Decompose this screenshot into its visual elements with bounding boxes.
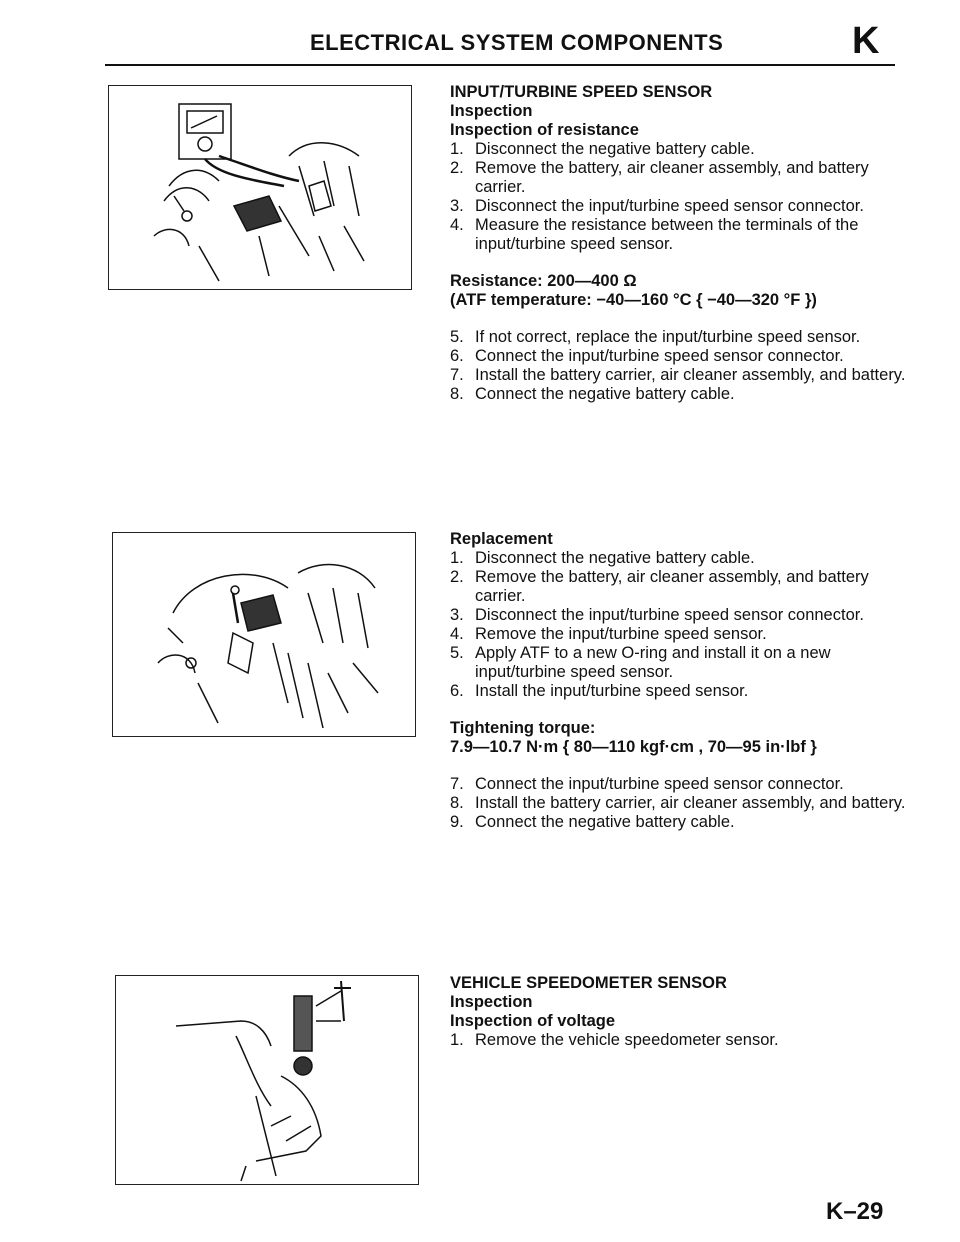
- torque-spec-value: 7.9—10.7 N·m { 80—110 kgf·cm , 70—95 in·lbf }: [450, 738, 817, 756]
- subsection-title: Inspection: [450, 102, 533, 120]
- steps-list: [450, 549, 920, 701]
- atf-temperature-spec: (ATF temperature: −40—160 °C { −40—320 °F }): [450, 291, 817, 309]
- subsection-title: Inspection: [450, 993, 533, 1011]
- list-item: 2. Remove the battery, air cleaner assembly, and battery carrier.: [450, 159, 869, 196]
- figure-sensor-removal: [112, 532, 416, 737]
- list-item: 9. Connect the negative battery cable.: [450, 813, 735, 831]
- list-item: 1. Disconnect the negative battery cable.: [450, 549, 755, 567]
- subsubsection-title: Inspection of resistance: [450, 121, 639, 139]
- steps-list: [450, 328, 920, 404]
- section-replacement: [450, 530, 920, 832]
- steps-list: [450, 1031, 920, 1050]
- list-item: 4. Measure the resistance between the terminals of the input/turbine speed sensor.: [450, 216, 859, 253]
- steps-list: [450, 140, 920, 254]
- section-vehicle-speedometer-sensor: [450, 974, 920, 1050]
- list-item: 3. Disconnect the input/turbine speed sensor connector.: [450, 197, 864, 215]
- torque-spec-label: Tightening torque:: [450, 719, 596, 737]
- steps-list: [450, 775, 920, 832]
- header-rule: [105, 64, 895, 66]
- list-item: 2. Remove the battery, air cleaner assembly, and battery carrier.: [450, 568, 869, 605]
- list-item: 8. Install the battery carrier, air cleaner assembly, and battery.: [450, 794, 906, 812]
- list-item: 6. Connect the input/turbine speed sensor connector.: [450, 347, 844, 365]
- list-item: 1. Disconnect the negative battery cable.: [450, 140, 755, 158]
- list-item: 8. Connect the negative battery cable.: [450, 385, 735, 403]
- figure-ohmmeter-sensor: [108, 85, 412, 290]
- list-item: 6. Install the input/turbine speed sensor.: [450, 682, 749, 700]
- resistance-spec: Resistance: 200—400 Ω: [450, 272, 637, 290]
- section-title: Replacement: [450, 530, 553, 548]
- list-item: 7. Install the battery carrier, air cleaner assembly, and battery.: [450, 366, 906, 384]
- list-item: 3. Disconnect the input/turbine speed sensor connector.: [450, 606, 864, 624]
- list-item: 5. Apply ATF to a new O-ring and install it on a new input/turbine speed sensor.: [450, 644, 831, 681]
- section-input-turbine-inspection: [450, 83, 920, 404]
- list-item: 1. Remove the vehicle speedometer sensor.: [450, 1031, 779, 1049]
- list-item: 4. Remove the input/turbine speed sensor.: [450, 625, 767, 643]
- list-item: 7. Connect the input/turbine speed sensor connector.: [450, 775, 844, 793]
- figure-speedometer-sensor: [115, 975, 419, 1185]
- section-title: INPUT/TURBINE SPEED SENSOR: [450, 83, 713, 101]
- page-number: K–29: [826, 1198, 884, 1225]
- section-letter: K: [852, 20, 880, 62]
- page-header-title: ELECTRICAL SYSTEM COMPONENTS: [310, 30, 724, 55]
- subsubsection-title: Inspection of voltage: [450, 1012, 616, 1030]
- section-title: VEHICLE SPEEDOMETER SENSOR: [450, 974, 727, 992]
- list-item: 5. If not correct, replace the input/turbine speed sensor.: [450, 328, 861, 346]
